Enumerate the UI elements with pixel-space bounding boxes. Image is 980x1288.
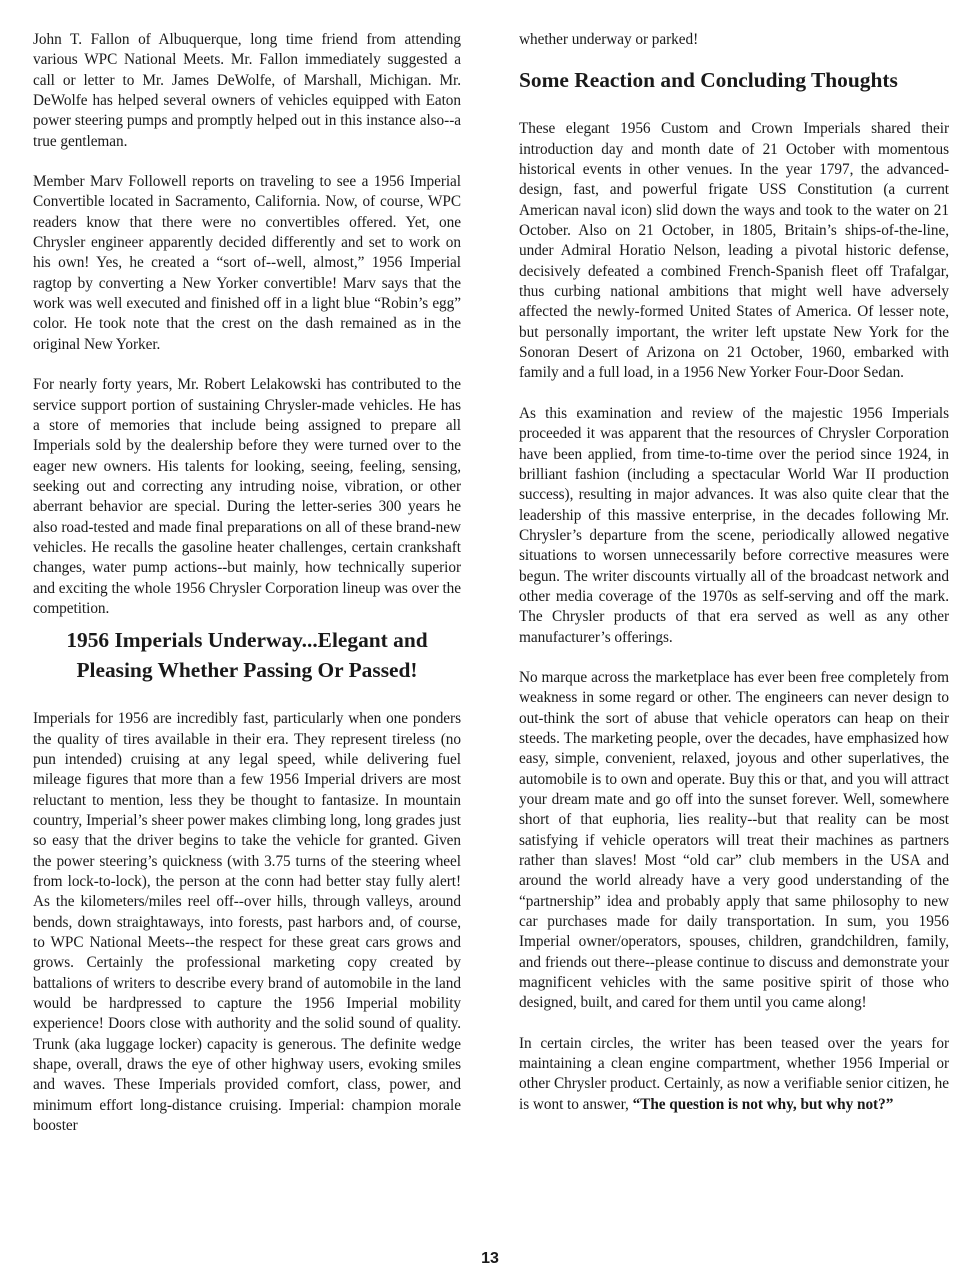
paragraph-21-october: These elegant 1956 Custom and Crown Imperials shared their introduction day and month date of 21 October with momentous historical events in other venues. In the year 1797, the advanced-design, fast, and powerful frigate USS Constitution (a current American naval icon) slid down the ways and took to the water on 21 October. Also on 21 October, in 1805, Britain’s ships-of-the-line, under Admiral Horatio Nelson, leading a pivotal historic defense, decisively defeated a combined French-Spanish fleet off Trafalgar, thus curbing national ambitions that might well have adversely affected the newly-formed United States of America. Of lesser note, but personally important, the writer left upstate New York for the Sonoran Desert of Arizona on 21 October, 1960, embarked with family and a full load, in a 1956 New Yorker Four-Door Sedan. <box>519 120 949 382</box>
paragraph-chrysler-resources: As this examination and review of the majestic 1956 Imperials proceeded it was apparent that the resources of Chrysler Corporation have been applied, from time-to-time over the period since 1924, in brilliant fashion (including a spectacular World War II production success), resulting in major advances. It was also quite clear that the leadership of this massive enterprise, in the decades following Mr. Chrysler’s departure from the scene, periodically allowed negative situations to worsen unnecessarily before corrective measures were begun. The writer discounts virtually all of the broadcast network and other media coverage of the 1970s as self-serving and off the mark. The Chrysler products of that era served as well as any other manufacturer’s offerings. <box>519 404 949 646</box>
right-column <box>519 30 949 1115</box>
paragraph-no-marque: No marque across the marketplace has ever been free completely from weakness in some regard or other. The engineers can never design to out-think the sort of abuse that vehicle operators can heap on their steeds. The marketing people, over the decades, have emphasized how easy, simple, convenient, relaxed, joyous and other superlatives, the automobile is to own and operate. Buy this or that, and you will attract your dream mate and go off into the sunset forever. Well, somewhere short of that euphoria, lies reality--but that reality can be most satisfying if vehicle operators will treat their machines as partners rather than slaves! Most “old car” club members in the USA and around the world already have a very good understanding of the “partnership” idea and probably apply that same philosophy to new car purchases made for daily transportation. In sum, you 1956 Imperial owner/operators, spouses, children, grandchildren, family, and friends out there--please continue to discuss and demonstrate your magnificent vehicles with the same positive spirit of those who designed, built, and cared for them until you came along! <box>519 668 949 1012</box>
paragraph-clean-engine <box>519 1034 949 1115</box>
closing-quote: “The question is not why, but why not?” <box>632 1095 894 1113</box>
clean-engine-text: In certain circles, the writer has been teased over the years for maintaining a clean engine compartment, whether 1956 Imperial or other Chrysler product. Certainly, as now a verifiable senior citizen, he is wont to answer, <box>519 1034 949 1113</box>
page-number: 13 <box>481 1250 499 1267</box>
paragraph-lelakowski: For nearly forty years, Mr. Robert Lelakowski has contributed to the service support portion of sustaining Chrysler-made vehicles. He has a store of memories that include being assigned to prepare all Imperials sold by the dealership before they were turned over to the eager new owners. His talents for looking, seeing, feeling, sensing, seeking out and correcting any intruding noise, vibration, or other aberrant behavior are special. During the letter-series 300 years he also road-tested and made final preparations on all of these brand-new vehicles. He recalls the gasoline heater challenges, certain crankshaft changes, water pump actions--but mainly, how technically superior and exciting the whole 1956 Chrysler Corporation lineup was over the competition. <box>33 376 461 617</box>
left-column <box>33 30 461 1137</box>
paragraph-continuation: whether underway or parked! <box>519 31 699 48</box>
section-heading-underway <box>33 625 461 685</box>
paragraph-followell-convertible: Member Marv Followell reports on traveling to see a 1956 Imperial Convertible located in Sacramento, California. Now, of course, WPC readers know that there were no convertibles offered. Yet, one Chrysler engineer apparently decided differently and set to work on his own! Yes, he created a “sort of--well, almost,” 1956 Imperial ragtop by converting a New Yorker convertible! Marv says that the work was well executed and finished off in a light blue “Robin’s egg” color. He took note that the crest on the dash remained as in the original New Yorker. <box>33 173 461 353</box>
paragraph-imperials-fast: Imperials for 1956 are incredibly fast, particularly when one ponders the quality of tires available in their era. They represent tireless (no pun intended) cruising at any legal speed, while delivering fuel mileage figures that more than a few 1956 Imperial drivers are most reluctant to mention, less they be thought to fantasize. In mountain country, Imperial’s sheer power makes climbing long, long grades just so easy that the driver begins to take the vehicle for granted. Given the power steering’s quickness (with 3.75 turns of the steering wheel from lock-to-lock), the person at the conn had better stay fully alert! As the kilometers/miles reel off--over hills, through valleys, around bends, down straightaways, into forests, past harbors and, of course, to WPC National Meets--the respect for these great cars grows and grows. Certainly the professional marketing copy created by battalions of writers to describe every brand of automobile in the land would be hardpressed to capture the 1956 Imperial mobility experience! Doors close with authority and the solid sound of quality. Trunk (aka luggage locker) capacity is generous. The definite wedge shape, overall, draws the eye of other highway users, evoking smiles and waves. These Imperials provided comfort, class, power, and minimum effort long-distance cruising. Imperial: champion morale booster <box>33 710 461 1135</box>
section-heading-underway-line1: 1956 Imperials Underway...Elegant and <box>66 628 428 653</box>
section-heading-underway-line2: Pleasing Whether Passing Or Passed! <box>76 658 418 683</box>
section-heading-concluding-thoughts: Some Reaction and Concluding Thoughts <box>519 68 898 93</box>
paragraph-fallon-dewolfe: John T. Fallon of Albuquerque, long time friend from attending various WPC National Meets. Mr. Fallon immediately suggested a call or letter to Mr. James DeWolfe, of Marshall, Michigan. Mr. DeWolfe has helped several owners of vehicles equipped with Eaton power steering pumps and promptly helped out in this instance also--a true gentleman. <box>33 31 461 150</box>
